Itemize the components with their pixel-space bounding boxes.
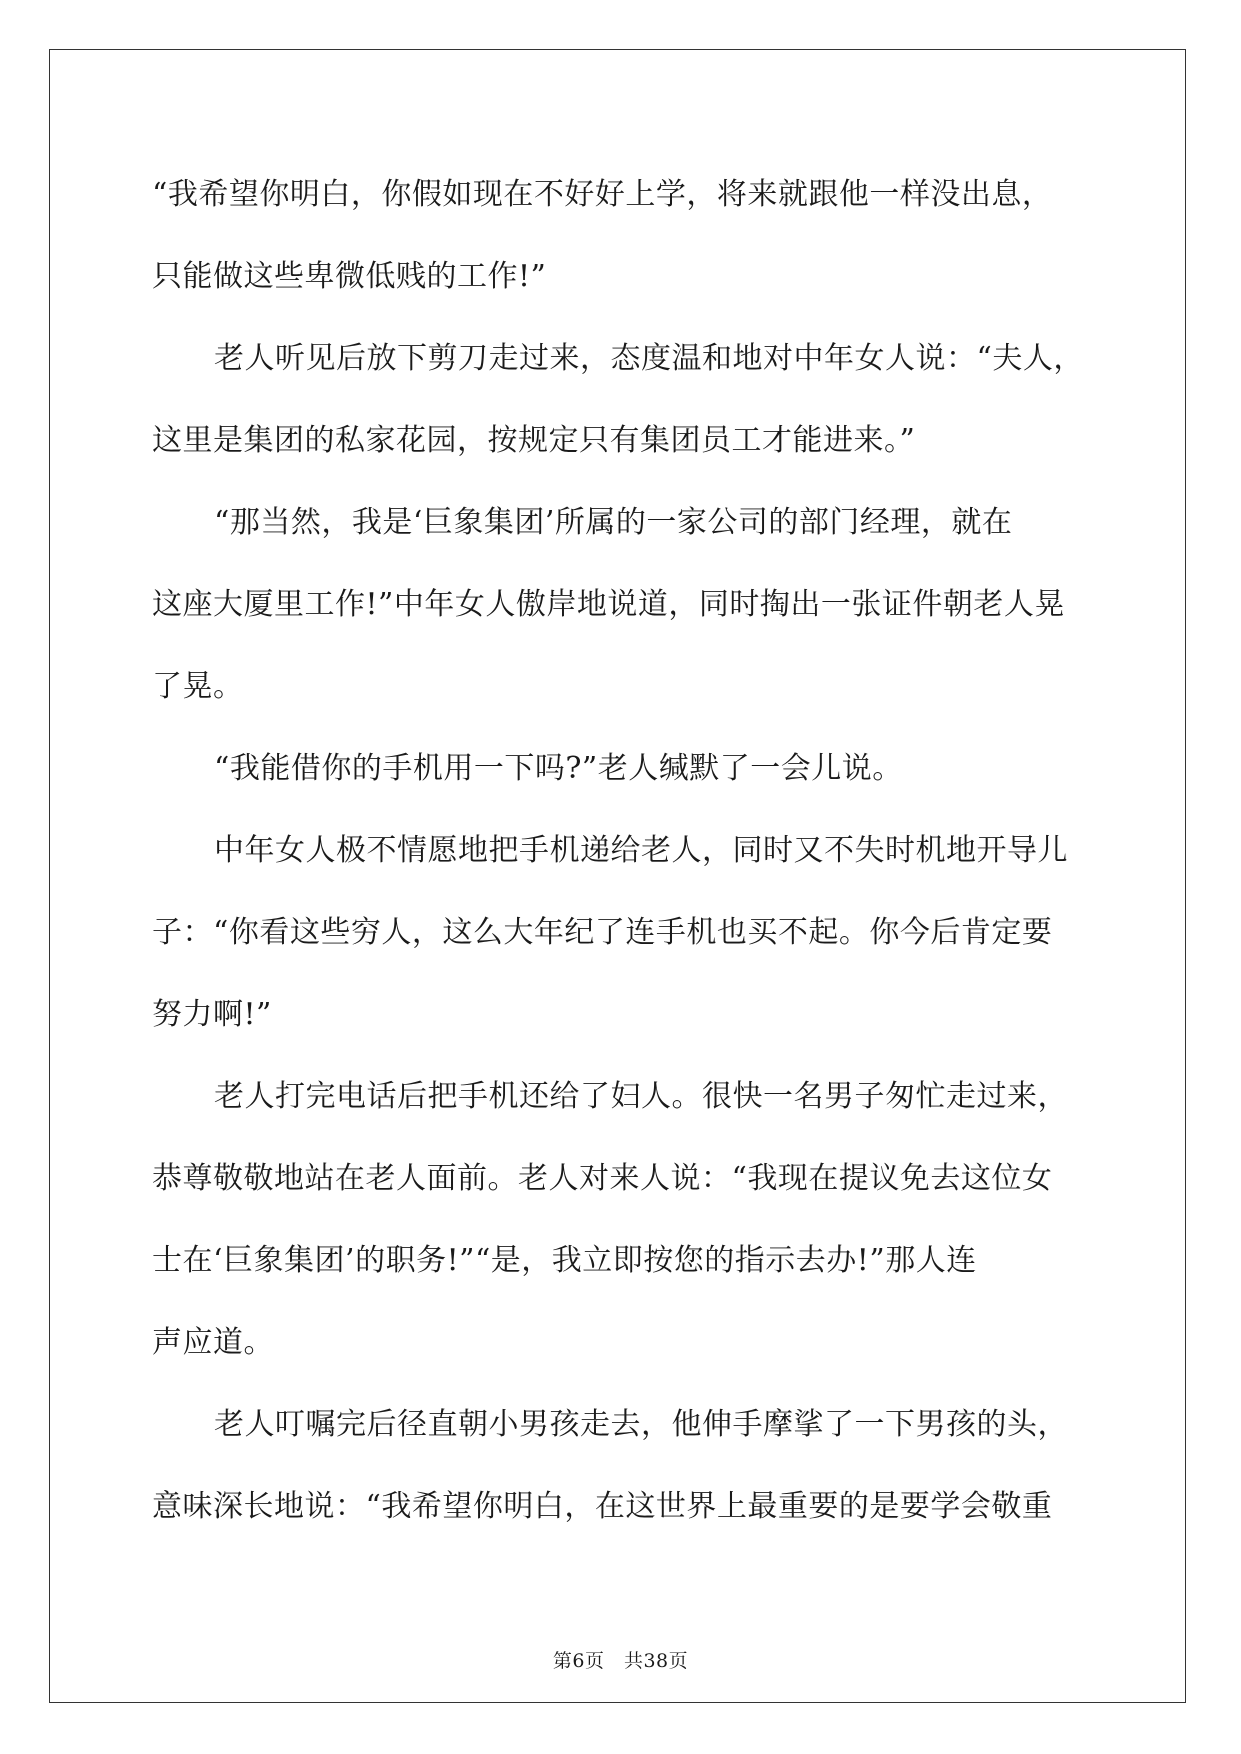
text-line-2: 只能做这些卑微低贱的工作!” bbox=[152, 259, 547, 294]
text-line-5: “那当然，我是‘巨象集团’所属的一家公司的部门经理，就在 bbox=[214, 505, 1013, 540]
text-line-9: 中年女人极不情愿地把手机递给老人，同时又不失时机地开导儿 bbox=[214, 833, 1068, 868]
text-line-4: 这里是集团的私家花园，按规定只有集团员工才能进来。” bbox=[152, 423, 916, 458]
text-line-11: 努力啊!” bbox=[152, 997, 272, 1032]
text-line-13: 恭尊敬敬地站在老人面前。老人对来人说：“我现在提议免去这位女 bbox=[152, 1161, 1053, 1196]
text-line-1: “我希望你明白，你假如现在不好好上学，将来就跟他一样没出息， bbox=[152, 177, 1053, 212]
text-line-16: 老人叮嘱完后径直朝小男孩走去，他伸手摩挲了一下男孩的头， bbox=[214, 1407, 1068, 1442]
text-line-8: “我能借你的手机用一下吗?”老人缄默了一会儿说。 bbox=[214, 751, 903, 786]
text-line-7: 了晃。 bbox=[152, 669, 244, 704]
text-line-17: 意味深长地说：“我希望你明白，在这世界上最重要的是要学会敬重 bbox=[152, 1489, 1053, 1524]
page-number-footer: 第6页 共38页 bbox=[552, 1650, 689, 1672]
text-line-6: 这座大厦里工作!”中年女人傲岸地说道，同时掏出一张证件朝老人晃 bbox=[152, 587, 1065, 622]
body-text bbox=[152, 154, 1087, 1548]
text-line-14: 士在‘巨象集团’的职务!”“是，我立即按您的指示去办!”那人连 bbox=[152, 1243, 977, 1278]
text-line-12: 老人打完电话后把手机还给了妇人。很快一名男子匆忙走过来， bbox=[214, 1079, 1068, 1114]
text-line-15: 声应道。 bbox=[152, 1325, 274, 1360]
text-line-10: 子：“你看这些穷人，这么大年纪了连手机也买不起。你今后肯定要 bbox=[152, 915, 1053, 950]
text-line-3: 老人听见后放下剪刀走过来，态度温和地对中年女人说：“夫人， bbox=[214, 341, 1084, 376]
